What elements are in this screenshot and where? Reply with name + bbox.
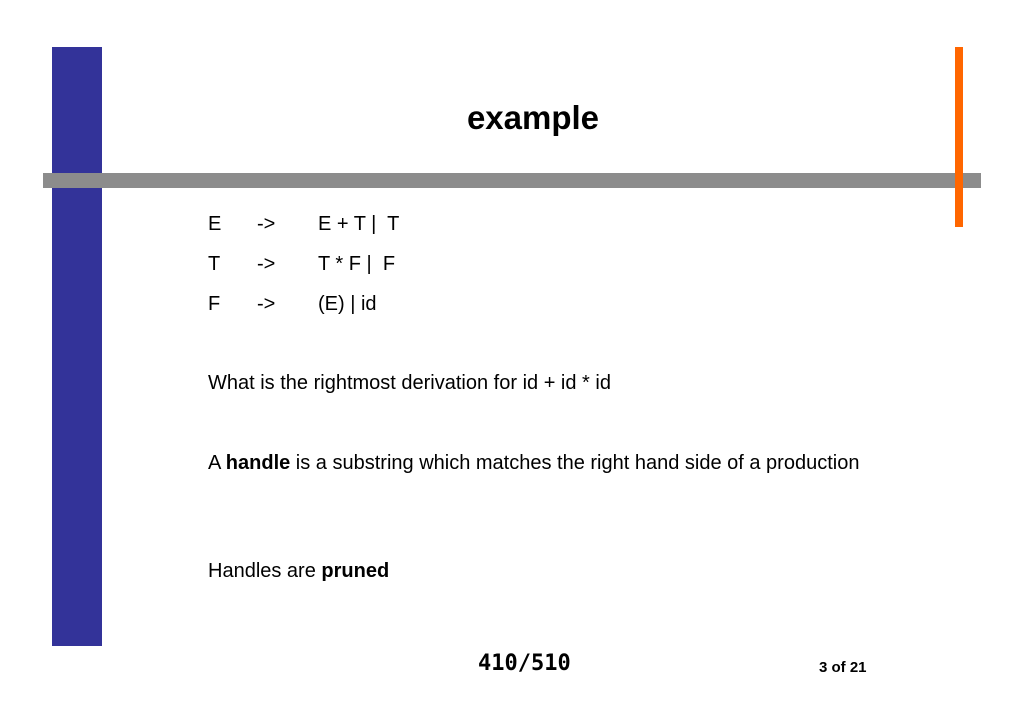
rule-arrow: ->: [257, 253, 276, 275]
left-accent-bar: [52, 47, 102, 646]
rule-arrow: ->: [257, 293, 276, 315]
rule-rhs: E + T | T: [318, 213, 400, 235]
rule-lhs: F: [208, 293, 221, 315]
pruned-prefix: Handles are: [208, 560, 322, 582]
rule-arrow: ->: [257, 213, 276, 235]
question-text: What is the rightmost derivation for id + id * id: [208, 372, 611, 394]
slide-title: example: [466, 99, 600, 136]
page-number: 3 of 21: [819, 659, 867, 676]
rule-lhs: T: [208, 253, 221, 275]
pruned-statement: [208, 557, 389, 586]
handle-term: handle: [225, 452, 291, 474]
right-accent-bar: [955, 47, 963, 227]
rule-lhs: E: [208, 213, 222, 235]
course-number: 410/510: [478, 651, 571, 676]
pruned-term: pruned: [321, 560, 390, 582]
handle-suffix: is a substring which matches the right hand side of a production: [290, 452, 860, 474]
handle-prefix: A: [208, 452, 226, 474]
rule-rhs: (E) | id: [318, 293, 377, 315]
rule-rhs: T * F | F: [318, 253, 396, 275]
handle-definition: [208, 449, 908, 478]
title-divider: [43, 173, 981, 188]
